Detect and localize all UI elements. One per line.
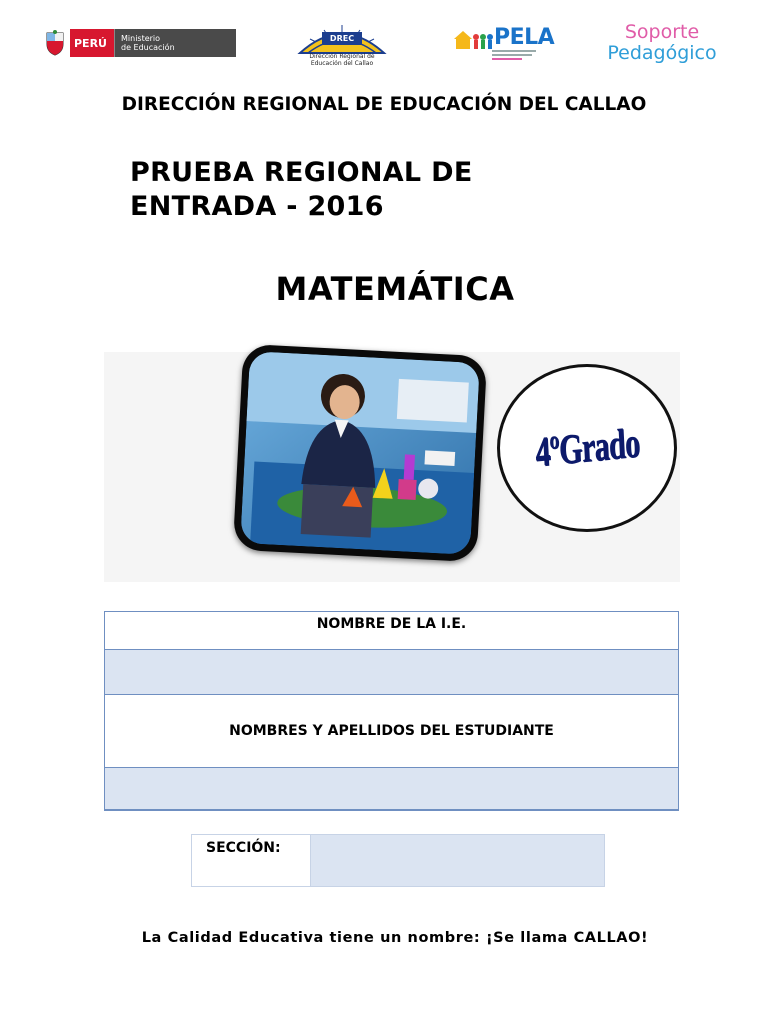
institution-heading: DIRECCIÓN REGIONAL DE EDUCACIÓN DEL CALLAO <box>121 94 647 115</box>
pela-logo <box>452 25 555 65</box>
soporte-line-2: Pedagógico <box>607 42 717 64</box>
student-with-geometric-shapes-illustration <box>240 351 480 555</box>
section-field[interactable] <box>311 835 604 886</box>
motto-footer: La Calidad Educativa tiene un nombre: ¡Se llama CALLAO! <box>141 930 649 946</box>
drec-name-line-2: Educación del Callao <box>310 60 374 67</box>
student-photo <box>233 344 487 562</box>
peru-label: PERÚ <box>70 29 114 57</box>
test-title-line-1: PRUEBA REGIONAL DE <box>130 157 473 188</box>
subject-title: MATEMÁTICA <box>275 270 515 308</box>
grade-badge <box>497 364 677 532</box>
pela-wordmark: PELA <box>494 25 555 50</box>
test-title-line-2: ENTRADA - 2016 <box>130 191 384 222</box>
drec-name-line-1: Dirección Regional de <box>309 53 375 60</box>
test-title <box>130 156 590 224</box>
drec-fullname <box>294 53 390 67</box>
pela-people-icon <box>452 27 496 53</box>
student-name-label: NOMBRES Y APELLIDOS DEL ESTUDIANTE <box>229 723 554 739</box>
student-info-form <box>104 611 679 811</box>
grade-label: 4ºGrado <box>533 420 641 476</box>
drec-logo <box>294 21 390 67</box>
ministry-line-1: Ministerio <box>121 34 161 43</box>
section-box <box>191 834 605 887</box>
soporte-pedagogico-logo <box>600 22 724 64</box>
section-label: SECCIÓN: <box>192 835 311 886</box>
school-name-label: NOMBRE DE LA I.E. <box>316 616 467 632</box>
school-name-label-row <box>105 612 678 649</box>
peru-coat-of-arms-icon <box>44 30 66 56</box>
ministry-line-2: de Educación <box>121 43 175 52</box>
student-name-label-row <box>105 695 678 767</box>
student-name-field[interactable] <box>105 767 678 810</box>
ministerio-educacion-logo <box>44 29 236 57</box>
ministry-name <box>114 29 236 57</box>
pela-tagline-lines <box>492 50 552 60</box>
soporte-line-1: Soporte <box>624 21 700 43</box>
school-name-field[interactable] <box>105 649 678 695</box>
drec-abbr: DREC <box>322 32 362 45</box>
